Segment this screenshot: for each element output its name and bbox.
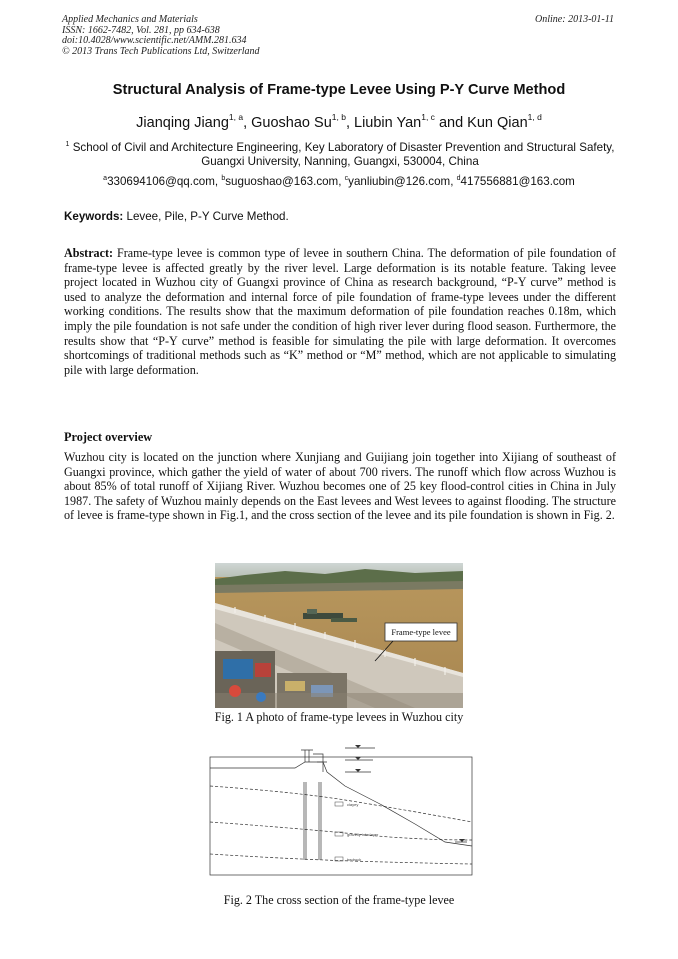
author-affil-mark: 1, d xyxy=(527,112,542,122)
abstract-label: Abstract: xyxy=(64,246,114,260)
abstract xyxy=(64,246,616,377)
layer-label-bedrock: bedrock xyxy=(347,857,362,862)
journal-doi: doi:10.4028/www.scientific.net/AMM.281.634 xyxy=(62,35,247,46)
author-name: Guoshao Su xyxy=(251,114,332,131)
email-list: $^a$330694106@qq.com, $^b$suguoshao@163.com, $^c$yanliubin@126.com, $^d$417556881@163.com xyxy=(103,175,575,188)
figure2-caption: Fig. 2 The cross section of the frame-type levee xyxy=(223,893,455,907)
author-name: Jianqing Jiang xyxy=(136,114,229,131)
overview-paragraph: Wuzhou city is located on the junction where Xunjiang and Guijiang join together into Xijiang of southeast of Guangxi province, which gather the yield of water of about 700 rivers. The runoff which flow across Wuzhou is about 85% of total runoff of Xijiang River. Wuzhou becomes one of 25 key flood-control cities in China in July 1987. The safety of Wuzhou mainly depends on the East levees and West levees to against flooding. The structure of levee is frame-type shown in Fig.1, and the cross section of the levee and its pile foundation is shown in Fig. 2. xyxy=(64,450,616,523)
author-affil-mark: 1, c xyxy=(421,112,435,122)
cross-section-figure xyxy=(205,742,475,882)
figure1-caption: Fig. 1 A photo of frame-type levees in Wuzhou city xyxy=(214,710,464,724)
email-mark: c xyxy=(344,175,349,183)
email-mark: b xyxy=(221,175,226,183)
journal-issn: ISSN: 1662-7482, Vol. 281, pp 634-638 xyxy=(62,24,220,36)
affiliation-text: School of Civil and Architecture Engineering, Key Laboratory of Disaster Prevention and Structural Safety, Guangxi University, Nanning, Guangxi, 530004, China xyxy=(72,140,615,169)
email-mark: d xyxy=(456,175,461,183)
layer-label-clayey: clayey xyxy=(347,802,359,807)
keywords-label: Keywords: xyxy=(64,210,124,223)
journal-name: Applied Mechanics and Materials xyxy=(62,14,198,25)
levee-label: Frame-type levee xyxy=(391,627,451,637)
author-separator: , xyxy=(345,114,355,131)
online-date: Online: 2013-01-11 xyxy=(535,14,614,25)
author-affil-mark: 1, a xyxy=(228,112,244,122)
journal-copyright: © 2013 Trans Tech Publications Ltd, Switzerland xyxy=(62,45,260,57)
email-link[interactable]: 417556881@163.com xyxy=(460,175,575,188)
author-affil-mark: 1, b xyxy=(331,112,346,122)
author-list xyxy=(0,113,678,131)
section-heading: Project overview xyxy=(64,430,153,444)
levee-photo xyxy=(215,563,463,708)
author-name: Kun Qian xyxy=(467,114,528,131)
email-link[interactable]: yanliubin@126.com xyxy=(348,175,451,188)
paper-title: Structural Analysis of Frame-type Levee Using P-Y Curve Method xyxy=(112,82,566,98)
author-name: Liubin Yan xyxy=(354,114,422,131)
levee-photo-drawing xyxy=(215,563,463,708)
affiliation xyxy=(64,138,616,170)
email-mark: a xyxy=(103,175,108,183)
layer-label-gravel: gravelly interlayer xyxy=(347,832,379,837)
author-separator: and xyxy=(434,114,468,131)
abstract-text: Frame-type levee is common type of levee in southern China. The deformation of pile foundation of frame-type levee is affected greatly by the river level. Large deformation is its notable feature. Taking levee project located in Wuzhou city of Guangxi province of China as research background, “P-Y curve” method is used to analyze the deformation and internal force of pile foundation of frame-type levees under the different working conditions. The results show that the maximum deformation of pile foundation reaches 0.18m, which imply the pile foundation is not safe under the condition of high river lever during flood season. Furthermore, the results show that “P-Y curve” method is feasible for simulating the pile with large deformation. It overcomes shortcomings of traditional methods such as “K” method or “M” method, which are not applicable to simulating pile with large deformation. xyxy=(64,246,616,377)
cross-section-drawing xyxy=(205,742,475,882)
email-link[interactable]: suguoshao@163.com xyxy=(225,175,339,188)
keywords xyxy=(64,210,289,223)
email-link[interactable]: 330694106@qq.com xyxy=(107,175,215,188)
author-separator: , xyxy=(243,114,252,131)
affiliation-mark: 1 xyxy=(65,141,70,148)
journal-header xyxy=(62,15,260,57)
keywords-text: Levee, Pile, P-Y Curve Method. xyxy=(123,210,289,223)
